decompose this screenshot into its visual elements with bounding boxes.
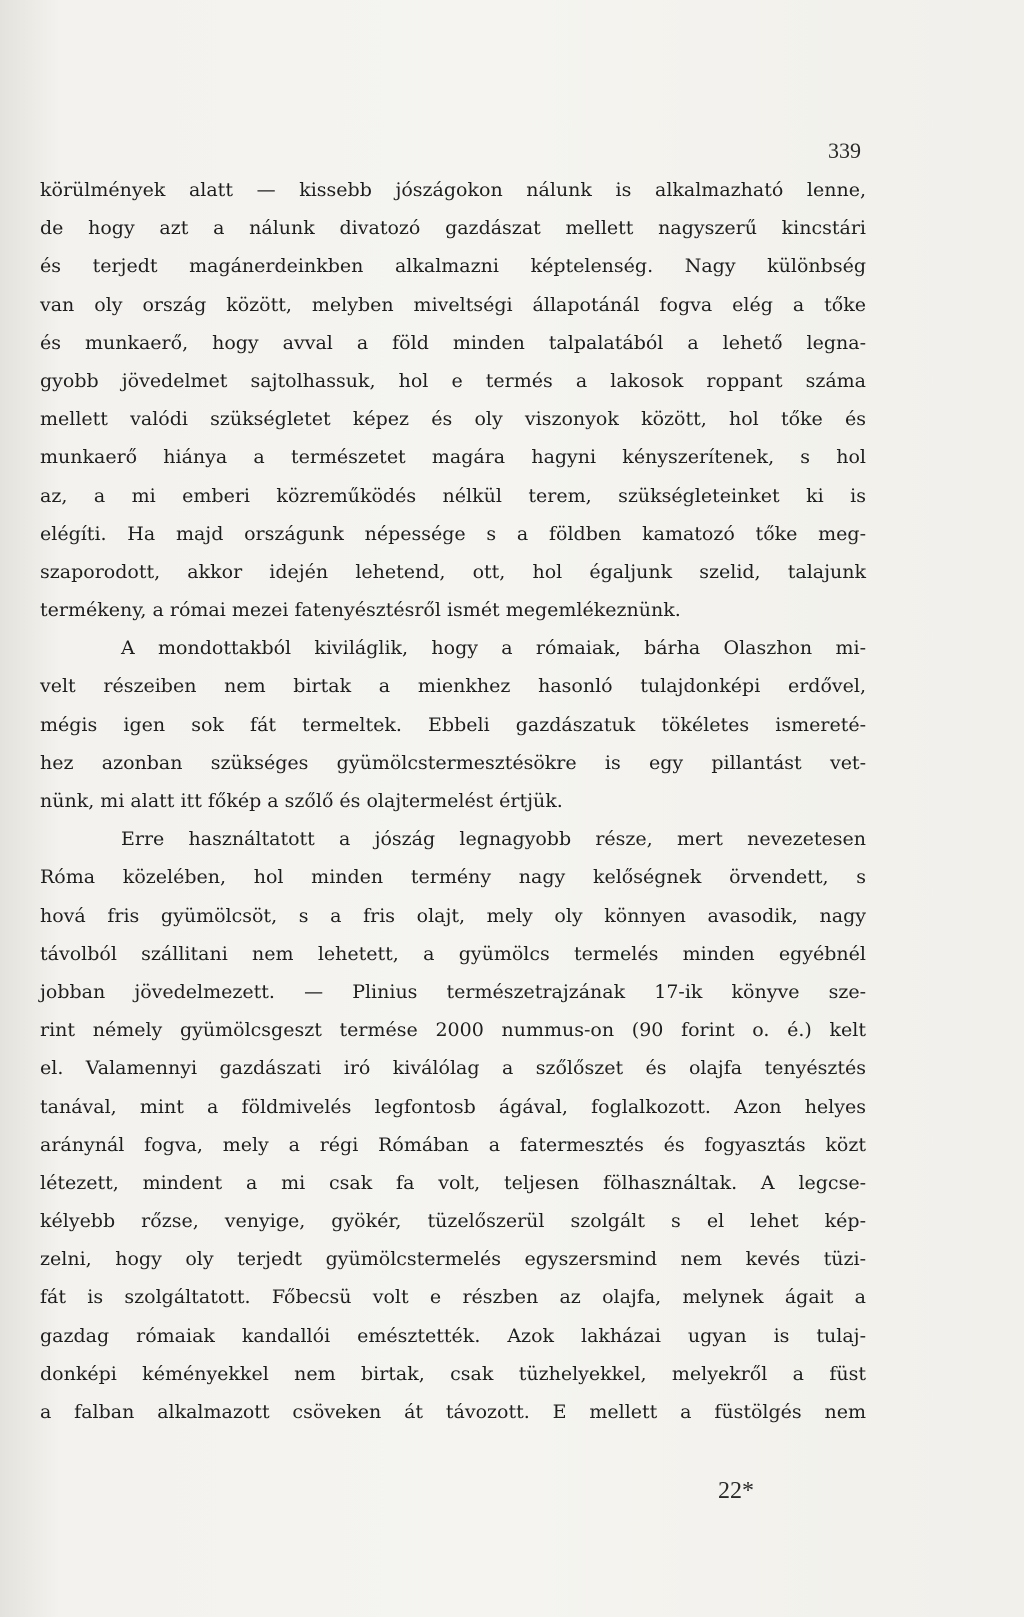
text-line: zelni, hogy oly terjedt gyümölcstermelés egyszersmind nem kevés tüzi- (40, 1248, 866, 1271)
text-line: el. Valamennyi gazdászati iró kiválólag a szőlőszet és olajfa tenyésztés (40, 1057, 866, 1080)
text-line: gyobb jövedelmet sajtolhassuk, hol e termés a lakosok roppant száma (40, 369, 866, 392)
text-line: távolból szállitani nem lehetett, a gyümölcs termelés minden egyébnél (40, 942, 866, 965)
page-number: 339 (828, 138, 861, 163)
text-line: létezett, mindent a mi csak fa volt, teljesen fölhasználtak. A legcse- (40, 1171, 866, 1194)
text-line: hová fris gyümölcsöt, s a fris olajt, mely oly könnyen avasodik, nagy (40, 904, 866, 927)
text-line: és terjedt magánerdeinkben alkalmazni képtelenség. Nagy különbség (40, 255, 866, 278)
body-text (40, 171, 866, 1431)
text-line: kélyebb rőzse, venyige, gyökér, tüzelőszerül szolgált s el lehet kép- (40, 1210, 866, 1233)
text-line: mégis igen sok fát termeltek. Ebbeli gazdászatuk tökéletes ismereté- (40, 713, 866, 736)
text-line: nünk, mi alatt itt főkép a szőlő és olajtermelést értjük. (40, 790, 563, 812)
text-line: és munkaerő, hogy avval a föld minden talpalatából a lehető legna- (40, 331, 866, 354)
text-line: termékeny, a római mezei fatenyésztésről ismét megemlékeznünk. (40, 599, 681, 622)
text-line: A mondottakból kiviláglik, hogy a rómaiak, bárha Olaszhon mi- (121, 637, 866, 660)
text-line: aránynál fogva, mely a régi Rómában a fatermesztés és fogyasztás közt (40, 1133, 866, 1156)
text-line: a falban alkalmazott csöveken át távozott. E mellett a füstölgés nem (40, 1401, 866, 1423)
text-line: jobban jövedelmezett. — Plinius természetrajzának 17-ik könyve sze- (40, 980, 866, 1003)
text-line: donképi kéményekkel nem birtak, csak tüzhelyekkel, melyekről a füst (40, 1362, 866, 1385)
text-line: mellett valódi szükségletet képez és oly viszonyok között, hol tőke és (40, 408, 866, 431)
text-line: velt részeiben nem birtak a mienkhez hasonló tulajdonképi erdővel, (40, 675, 866, 698)
signature-mark: 22* (718, 1478, 754, 1504)
text-line: tanával, mint a földmivelés legfontosb ágával, foglalkozott. Azon helyes (40, 1095, 866, 1118)
text-line: munkaerő hiánya a természetet magára hagyni kényszerítenek, s hol (40, 446, 866, 469)
text-line: az, a mi emberi közreműködés nélkül terem, szükségleteinket ki is (40, 484, 866, 507)
text-line: van oly ország között, melyben miveltségi állapotánál fogva elég a tőke (40, 293, 866, 316)
text-line: de hogy azt a nálunk divatozó gazdászat mellett nagyszerű kincstári (40, 217, 866, 240)
text-line: körülmények alatt — kissebb jószágokon nálunk is alkalmazható lenne, (40, 179, 866, 201)
text-line: szaporodott, akkor idején lehetend, ott, hol égaljunk szelid, talajunk (40, 560, 866, 583)
text-line: Róma közelében, hol minden termény nagy kelőségnek örvendett, s (40, 866, 866, 889)
text-line: hez azonban szükséges gyümölcstermesztésökre is egy pillantást vet- (40, 751, 866, 774)
text-line: Erre használtatott a jószág legnagyobb része, mert nevezetesen (121, 828, 866, 851)
text-line: gazdag rómaiak kandallói emésztették. Azok lakházai ugyan is tulaj- (40, 1324, 866, 1347)
text-line: elégíti. Ha majd országunk népessége s a földben kamatozó tőke meg- (40, 522, 866, 545)
text-line: fát is szolgáltatott. Főbecsü volt e részben az olajfa, melynek ágait a (40, 1286, 866, 1309)
text-line: rint némely gyümölcsgeszt termése 2000 nummus-on (90 forint o. é.) kelt (40, 1019, 866, 1042)
